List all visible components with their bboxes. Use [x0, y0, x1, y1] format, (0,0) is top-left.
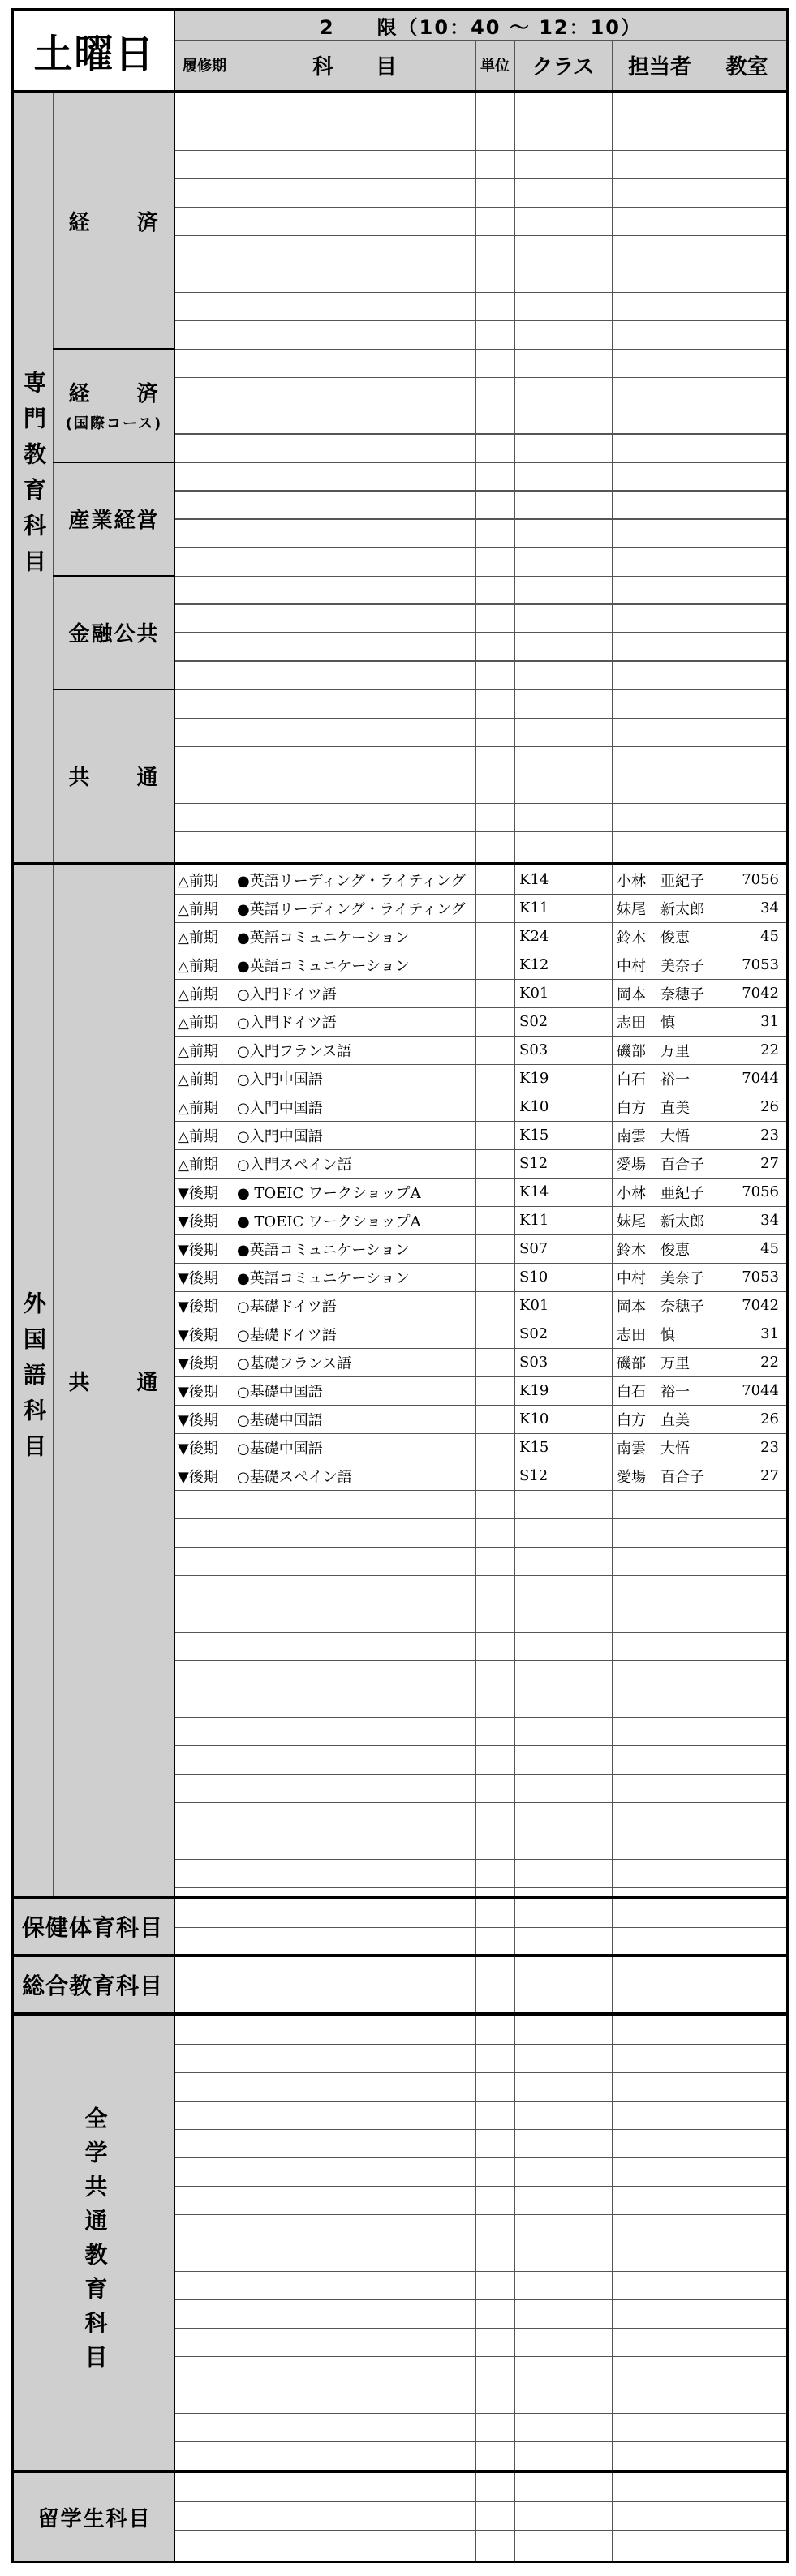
row-line	[175, 2044, 786, 2045]
course-subject: ○入門スペイン語	[237, 1156, 352, 1174]
course-teacher: 白石 裕一	[617, 1071, 690, 1088]
course-subject: ○基礎ドイツ語	[237, 1298, 337, 1316]
course-room: 7056	[742, 871, 779, 888]
course-teacher: 愛場 百合子	[617, 1468, 704, 1486]
course-row	[175, 1376, 786, 1405]
row-line	[175, 689, 786, 690]
course-units	[475, 1433, 514, 1462]
row-line	[175, 2356, 786, 2357]
course-class: K01	[519, 985, 549, 1002]
course-teacher: 鈴木 俊恵	[617, 1241, 690, 1259]
course-subject: ○基礎フランス語	[237, 1355, 352, 1372]
row-line	[175, 2328, 786, 2329]
course-units	[475, 1291, 514, 1320]
course-class: S07	[519, 1240, 549, 1257]
course-subject: ●英語コミュニケーション	[237, 929, 410, 947]
row-line	[175, 434, 786, 435]
row-line	[175, 2530, 786, 2531]
course-row	[175, 1348, 786, 1376]
course-room: 7044	[742, 1382, 779, 1399]
course-teacher: 鈴木 俊恵	[617, 929, 690, 947]
course-subject: ○入門ドイツ語	[237, 1014, 337, 1032]
subcategory-keizai-intl-note: (国際コース)	[65, 414, 163, 432]
course-room: 7044	[742, 1070, 779, 1087]
course-term: ▼後期	[178, 1241, 218, 1259]
course-class: K24	[519, 928, 549, 945]
row-line	[175, 1547, 786, 1548]
subcategory-divider	[53, 689, 175, 690]
category-gaikoku: 外国語科目	[14, 865, 53, 1896]
course-units	[475, 1007, 514, 1036]
course-term: △前期	[178, 1099, 218, 1117]
course-class: K19	[519, 1382, 549, 1399]
row-line	[175, 632, 786, 633]
row-line	[175, 235, 786, 236]
row-line	[175, 2214, 786, 2215]
course-class: K19	[519, 1070, 549, 1087]
course-subject: ○入門フランス語	[237, 1042, 352, 1060]
course-subject: ○基礎中国語	[237, 1440, 323, 1458]
course-teacher: 磯部 万里	[617, 1355, 690, 1372]
course-term: △前期	[178, 985, 218, 1003]
course-units	[475, 1348, 514, 1376]
course-term: △前期	[178, 1156, 218, 1174]
course-row	[175, 1036, 786, 1064]
course-teacher: 白方 直美	[617, 1411, 690, 1429]
course-class: K15	[519, 1439, 549, 1456]
course-term: ▼後期	[178, 1468, 218, 1486]
col-header-teacher: 担当者	[612, 40, 708, 90]
course-class: S02	[519, 1325, 549, 1342]
row-line	[175, 2129, 786, 2130]
row-line	[175, 2501, 786, 2502]
row-line	[175, 603, 786, 604]
course-room: 27	[760, 1467, 779, 1484]
row-line	[175, 490, 786, 491]
section-divider	[14, 90, 786, 93]
subcategory-keizai-intl-label: 経 済	[68, 381, 160, 406]
course-row	[175, 1462, 786, 1490]
course-row	[175, 1121, 786, 1149]
course-row	[175, 1149, 786, 1178]
course-row	[175, 1320, 786, 1348]
course-row	[175, 922, 786, 951]
course-units	[475, 1178, 514, 1206]
course-term: △前期	[178, 1127, 218, 1145]
course-class: S03	[519, 1041, 549, 1058]
row-line	[175, 518, 786, 519]
course-units	[475, 865, 514, 894]
row-line	[175, 519, 786, 520]
row-line	[175, 2413, 786, 2414]
course-class: K12	[519, 956, 549, 973]
row-line	[175, 831, 786, 832]
row-line	[175, 2441, 786, 2442]
course-row	[175, 1007, 786, 1036]
row-line	[175, 1927, 786, 1928]
course-class: S12	[519, 1467, 549, 1484]
course-class: S02	[519, 1013, 549, 1030]
course-teacher: 岡本 奈穂子	[617, 985, 704, 1003]
course-room: 45	[760, 1240, 779, 1257]
row-line	[175, 1745, 786, 1746]
course-units	[475, 894, 514, 922]
subcategory-keizai: 経 済	[53, 93, 175, 348]
course-units	[475, 1064, 514, 1093]
section-divider	[14, 1896, 786, 1899]
row-line	[175, 660, 786, 661]
course-teacher: 中村 美奈子	[617, 957, 704, 975]
section-divider	[14, 2012, 786, 2016]
category-senmon: 専門教育科目	[14, 93, 53, 862]
course-row	[175, 951, 786, 979]
course-subject: ○基礎スペイン語	[237, 1468, 352, 1486]
course-class: K14	[519, 871, 549, 888]
course-teacher: 志田 慎	[617, 1326, 675, 1344]
course-units	[475, 979, 514, 1007]
course-subject: ○入門中国語	[237, 1099, 323, 1117]
course-term: ▼後期	[178, 1355, 218, 1372]
row-line	[175, 491, 786, 492]
category-divider	[53, 93, 54, 862]
subcategory-kinyu: 金融公共	[53, 575, 175, 689]
course-teacher: 岡本 奈穂子	[617, 1298, 704, 1316]
row-line	[175, 718, 786, 719]
course-units	[475, 1376, 514, 1405]
course-class: K15	[519, 1127, 549, 1144]
course-row	[175, 894, 786, 922]
course-row	[175, 1234, 786, 1263]
row-line	[175, 547, 786, 548]
course-row	[175, 979, 786, 1007]
course-class: S12	[519, 1155, 549, 1172]
course-teacher: 志田 慎	[617, 1014, 675, 1032]
course-term: △前期	[178, 900, 218, 918]
category-ryugaku: 留学生科目	[14, 2473, 175, 2561]
category-sogo: 総合教育科目	[14, 1957, 175, 2012]
subcategory-divider	[53, 575, 175, 577]
row-line	[175, 1490, 786, 1491]
course-units	[475, 1234, 514, 1263]
course-term: ▼後期	[178, 1298, 218, 1316]
course-subject: ●英語コミュニケーション	[237, 1241, 410, 1259]
col-header-room: 教室	[708, 40, 786, 90]
course-row	[175, 1206, 786, 1234]
row-line	[175, 320, 786, 321]
course-teacher: 愛場 百合子	[617, 1156, 704, 1174]
course-room: 7042	[742, 1297, 779, 1314]
row-line	[175, 2299, 786, 2300]
row-line	[175, 1518, 786, 1519]
course-teacher: 中村 美奈子	[617, 1269, 704, 1287]
subcategory-keizai-intl	[53, 348, 175, 462]
row-line	[175, 2072, 786, 2073]
course-subject: ●英語コミュニケーション	[237, 957, 410, 975]
course-teacher: 白石 裕一	[617, 1383, 690, 1401]
course-term: △前期	[178, 929, 218, 947]
course-term: △前期	[178, 1071, 218, 1088]
course-units	[475, 1149, 514, 1178]
row-line	[175, 1717, 786, 1718]
course-class: K14	[519, 1183, 549, 1200]
section-divider	[14, 862, 786, 865]
course-units	[475, 951, 514, 979]
course-units	[475, 1320, 514, 1348]
course-term: ▼後期	[178, 1184, 218, 1202]
col-header-class: クラス	[514, 40, 612, 90]
course-units	[475, 1121, 514, 1149]
day-title: 土曜日	[33, 31, 156, 77]
course-term: △前期	[178, 872, 218, 890]
col-header-subject: 科 目	[234, 40, 475, 90]
row-line	[175, 292, 786, 293]
timetable-sheet	[11, 8, 789, 2563]
course-room: 22	[760, 1041, 779, 1058]
course-term: △前期	[178, 1042, 218, 1060]
course-units	[475, 1263, 514, 1291]
course-row	[175, 1064, 786, 1093]
course-row	[175, 1433, 786, 1462]
course-class: K11	[519, 1212, 549, 1229]
course-room: 26	[760, 1098, 779, 1115]
course-class: S03	[519, 1354, 549, 1371]
course-row	[175, 1093, 786, 1121]
row-line	[175, 377, 786, 378]
row-line	[175, 604, 786, 605]
course-class: K01	[519, 1297, 549, 1314]
course-room: 7053	[742, 1269, 779, 1286]
course-room: 23	[760, 1439, 779, 1456]
row-line	[175, 1859, 786, 1860]
course-subject: ●英語リーディング・ライティング	[237, 900, 466, 918]
category-zengaku: 全学共通教育科目	[14, 2016, 175, 2470]
course-room: 45	[760, 928, 779, 945]
course-term: △前期	[178, 957, 218, 975]
section-divider	[14, 1954, 786, 1957]
subcategory-kyotsu-senmon: 共 通	[53, 689, 175, 862]
row-line	[175, 178, 786, 179]
course-room: 31	[760, 1325, 779, 1342]
course-subject: ○入門ドイツ語	[237, 985, 337, 1003]
row-line	[175, 1660, 786, 1661]
course-subject: ○基礎中国語	[237, 1383, 323, 1401]
course-teacher: 小林 亜紀子	[617, 872, 704, 890]
course-subject: ● TOEIC ワークショップA	[237, 1184, 421, 1202]
course-room: 23	[760, 1127, 779, 1144]
course-units	[475, 1206, 514, 1234]
course-term: ▼後期	[178, 1383, 218, 1401]
course-teacher: 妹尾 新太郎	[617, 900, 704, 918]
course-subject: ○基礎ドイツ語	[237, 1326, 337, 1344]
course-subject: ○入門中国語	[237, 1127, 323, 1145]
course-term: ▼後期	[178, 1440, 218, 1458]
row-line	[175, 1802, 786, 1803]
course-units	[475, 1405, 514, 1433]
row-line	[175, 433, 786, 434]
subcategory-divider	[53, 348, 175, 350]
row-line	[175, 746, 786, 747]
course-room: 7056	[742, 1183, 779, 1200]
course-room: 31	[760, 1013, 779, 1030]
row-line	[175, 661, 786, 662]
row-line	[175, 1774, 786, 1775]
course-units	[475, 1093, 514, 1121]
section-divider	[14, 2470, 786, 2473]
course-subject: ○入門中国語	[237, 1071, 323, 1088]
course-subject: ○基礎中国語	[237, 1411, 323, 1429]
course-room: 34	[760, 899, 779, 917]
period-header: 2 限（10：40 ～ 12：10）	[175, 11, 786, 40]
course-subject: ● TOEIC ワークショップA	[237, 1213, 421, 1230]
row-line	[175, 1632, 786, 1633]
row-line	[175, 1887, 786, 1888]
course-class: K10	[519, 1098, 549, 1115]
subcategory-kyotsu-gaikoku: 共 通	[53, 865, 175, 1896]
course-room: 22	[760, 1354, 779, 1371]
label-grid-divider	[174, 11, 175, 2561]
subcategory-sangyo: 産業経営	[53, 462, 175, 575]
row-line	[175, 1575, 786, 1576]
category-hoken: 保健体育科目	[14, 1899, 175, 1954]
row-line	[175, 2271, 786, 2272]
course-room: 7053	[742, 956, 779, 973]
course-units	[475, 922, 514, 951]
col-header-units: 単位	[475, 40, 514, 90]
row-line	[175, 349, 786, 350]
course-class: K10	[519, 1410, 549, 1428]
course-units	[475, 1036, 514, 1064]
col-header-term: 履修期	[175, 40, 234, 90]
course-teacher: 南雲 大悟	[617, 1127, 690, 1145]
course-subject: ●英語リーディング・ライティング	[237, 872, 466, 890]
course-teacher: 磯部 万里	[617, 1042, 690, 1060]
course-room: 34	[760, 1212, 779, 1229]
row-line	[175, 2157, 786, 2158]
course-teacher: 妹尾 新太郎	[617, 1213, 704, 1230]
course-room: 7042	[742, 985, 779, 1002]
course-class: K11	[519, 899, 549, 917]
course-teacher: 小林 亜紀子	[617, 1184, 704, 1202]
course-teacher: 南雲 大悟	[617, 1440, 690, 1458]
course-row	[175, 865, 786, 894]
course-term: ▼後期	[178, 1326, 218, 1344]
row-line	[175, 2101, 786, 2102]
row-line	[175, 576, 786, 577]
course-class: S10	[519, 1269, 549, 1286]
course-term: ▼後期	[178, 1269, 218, 1287]
course-term: ▼後期	[178, 1411, 218, 1429]
course-term: ▼後期	[178, 1213, 218, 1230]
course-subject: ●英語コミュニケーション	[237, 1269, 410, 1287]
course-room: 27	[760, 1155, 779, 1172]
course-grid	[175, 11, 786, 2561]
course-units	[475, 1462, 514, 1490]
course-row	[175, 1405, 786, 1433]
header-divider	[175, 40, 786, 41]
course-term: △前期	[178, 1014, 218, 1032]
course-room: 26	[760, 1410, 779, 1428]
subcategory-divider	[53, 462, 175, 463]
category-divider	[53, 865, 54, 1896]
course-row	[175, 1291, 786, 1320]
row-line	[175, 2186, 786, 2187]
row-line	[175, 462, 786, 463]
row-line	[175, 150, 786, 151]
course-teacher: 白方 直美	[617, 1099, 690, 1117]
row-line	[175, 207, 786, 208]
course-row	[175, 1178, 786, 1206]
row-line	[175, 803, 786, 804]
course-row	[175, 1263, 786, 1291]
